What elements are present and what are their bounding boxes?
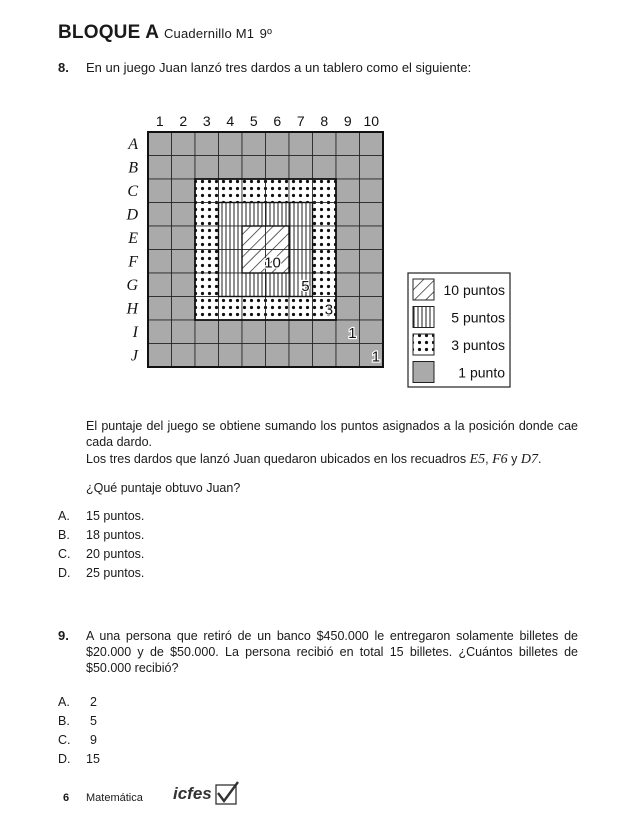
row-letter: A: [128, 135, 138, 153]
board-cell: [148, 344, 172, 368]
row-letter: D: [126, 206, 138, 224]
board-cell: [313, 273, 337, 297]
zone-value: 1: [371, 348, 381, 366]
separator: ,: [485, 452, 493, 466]
legend-swatch: [413, 279, 434, 300]
row-letter: H: [126, 300, 138, 318]
board-cell: [148, 132, 172, 156]
period: .: [538, 452, 542, 466]
legend-swatch: [413, 307, 434, 328]
darts-text: Los tres dardos que lanzó Juan quedaron ubicados en los recuadros: [86, 452, 470, 466]
board-cell: [266, 297, 290, 321]
board-cell: [219, 226, 243, 250]
board-cell: [360, 297, 384, 321]
option-d[interactable]: [58, 566, 258, 582]
option-text: 20 puntos.: [86, 547, 145, 561]
board-cell: [242, 320, 266, 344]
board-cell: [360, 203, 384, 227]
board-cell: [195, 203, 219, 227]
question-9-stem: A una persona que retiró de un banco $450.000 le entregaron solamente billetes de $20.000 y de $50.000. La persona recibió en total 15 billetes. ¿Cuántos billetes de $50.000 recibió?: [86, 629, 578, 675]
option-a[interactable]: [58, 509, 258, 525]
legend-label: 3 puntos: [451, 337, 505, 353]
board-cell: [313, 203, 337, 227]
cell-e5: E5: [469, 452, 486, 467]
column-number: 6: [273, 113, 282, 129]
page-header: [58, 22, 272, 44]
legend-label: 10 puntos: [443, 282, 505, 298]
legend-label: 1 punto: [458, 364, 505, 381]
zone-value: 10: [264, 254, 281, 272]
option-letter: C.: [58, 547, 71, 561]
option-d[interactable]: [58, 752, 258, 768]
board-cell: [219, 132, 243, 156]
board-cell: [195, 132, 219, 156]
board-cell: [336, 156, 360, 180]
option-letter: A.: [58, 509, 70, 523]
board-cell: [172, 226, 196, 250]
board-cell: [289, 344, 313, 368]
board-cell: [242, 156, 266, 180]
option-a[interactable]: [58, 695, 258, 711]
board-cell: [360, 132, 384, 156]
board-cell: [289, 203, 313, 227]
zone-value: 5: [301, 277, 310, 295]
option-letter: D.: [58, 566, 71, 580]
option-text: 15 puntos.: [86, 509, 145, 523]
board-cell: [266, 132, 290, 156]
board-cell: [148, 273, 172, 297]
option-letter: B.: [58, 714, 70, 728]
column-number: 10: [363, 113, 380, 129]
board-cell: [313, 156, 337, 180]
column-number: 2: [179, 113, 188, 129]
row-letter: J: [130, 347, 138, 365]
column-number: 1: [155, 113, 164, 129]
board-cell: [219, 297, 243, 321]
logo-wordmark: icfes: [173, 784, 212, 803]
board-cell: [266, 156, 290, 180]
option-c[interactable]: [58, 733, 258, 749]
board-cell: [172, 156, 196, 180]
row-letter: F: [128, 253, 138, 271]
board-cell: [336, 179, 360, 203]
board-cell: [313, 132, 337, 156]
zone-value: 3: [324, 301, 334, 319]
board-cell: [289, 250, 313, 274]
board-cell: [172, 320, 196, 344]
board-cell: [313, 320, 337, 344]
board-cell: [172, 203, 196, 227]
board-cell: [289, 132, 313, 156]
board-cell: [242, 203, 266, 227]
row-letter: G: [126, 276, 138, 294]
board-cell: [313, 344, 337, 368]
board-cell: [195, 250, 219, 274]
legend-label: 5 puntos: [451, 309, 505, 326]
board-cell: [219, 273, 243, 297]
board-cell: [336, 273, 360, 297]
column-number: 7: [296, 113, 305, 129]
column-number: 5: [249, 113, 258, 129]
board-cell: [266, 344, 290, 368]
board-cell: [336, 297, 360, 321]
option-letter: A.: [58, 695, 70, 709]
board-cell: [148, 297, 172, 321]
board-cell: [266, 179, 290, 203]
board-cell: [289, 156, 313, 180]
zone-value: 1: [348, 324, 357, 342]
row-letter: I: [132, 323, 138, 341]
board-cell: [219, 320, 243, 344]
option-letter: D.: [58, 752, 71, 766]
rule-paragraph: El puntaje del juego se obtiene sumando los puntos asignados a la posición donde cae cada dardo.: [86, 419, 578, 449]
option-c[interactable]: [58, 547, 258, 563]
board-cell: [148, 250, 172, 274]
cell-d7: D7: [520, 452, 538, 467]
board-cell: [289, 297, 313, 321]
board-cell: [242, 297, 266, 321]
board-cell: [148, 203, 172, 227]
board-cell: [219, 156, 243, 180]
question-8-stem: En un juego Juan lanzó tres dardos a un tablero como el siguiente:: [86, 60, 472, 75]
board-cell: [266, 226, 290, 250]
row-letter: C: [127, 182, 138, 200]
board-cell: [195, 226, 219, 250]
cell-f6: F6: [492, 452, 508, 467]
board-cell: [172, 250, 196, 274]
option-text: 18 puntos.: [86, 528, 145, 542]
row-letters: [125, 136, 139, 365]
board-cell: [172, 273, 196, 297]
board-cell: [360, 179, 384, 203]
grade-label: 9º: [259, 26, 273, 41]
icfes-logo: [172, 780, 242, 810]
board-cell: [360, 156, 384, 180]
board-cell: [195, 344, 219, 368]
board-cell: [242, 226, 266, 250]
board-cell: [360, 320, 384, 344]
question-8-number: 8.: [58, 60, 69, 75]
board-cell: [313, 226, 337, 250]
board-cell: [242, 273, 266, 297]
board-cell: [266, 203, 290, 227]
points-legend: [408, 273, 510, 387]
question-8-prompt: ¿Qué puntaje obtuvo Juan?: [86, 481, 241, 495]
row-letter: B: [128, 159, 138, 177]
board-cell: [313, 179, 337, 203]
board-cell: [336, 344, 360, 368]
column-number: 3: [202, 113, 211, 129]
block-title: BLOQUE A: [58, 22, 159, 43]
board-cell: [195, 156, 219, 180]
row-letter: E: [128, 229, 138, 247]
column-number: 4: [226, 113, 235, 129]
option-text: 9: [90, 733, 97, 747]
board-cell: [148, 320, 172, 344]
board-cell: [360, 250, 384, 274]
subject-label: Matemática: [86, 792, 143, 804]
column-numbers: [156, 113, 379, 129]
board-cell: [148, 226, 172, 250]
board-cell: [148, 179, 172, 203]
board-cell: [219, 179, 243, 203]
darts-paragraph: [86, 451, 578, 468]
board-cell: [219, 344, 243, 368]
board-cell: [195, 179, 219, 203]
board-cell: [195, 320, 219, 344]
board-cell: [242, 344, 266, 368]
board-cell: [219, 203, 243, 227]
board-cell: [266, 320, 290, 344]
legend-swatch: [413, 334, 434, 355]
board-cell: [336, 250, 360, 274]
page-number: 6: [63, 792, 70, 804]
board-cell: [195, 297, 219, 321]
board-cell: [172, 344, 196, 368]
booklet-label: Cuadernillo M1: [163, 26, 255, 41]
board-cell: [313, 250, 337, 274]
option-letter: B.: [58, 528, 70, 542]
separator: y: [507, 452, 521, 466]
board-cell: [289, 320, 313, 344]
board-cell: [172, 179, 196, 203]
board-cell: [360, 273, 384, 297]
board-cell: [242, 179, 266, 203]
board-cell: [242, 250, 266, 274]
board-cell: [336, 203, 360, 227]
option-b[interactable]: [58, 528, 258, 544]
board-cell: [242, 132, 266, 156]
board-cell: [195, 273, 219, 297]
board-cell: [219, 250, 243, 274]
board-cell: [148, 156, 172, 180]
column-number: 9: [343, 113, 352, 129]
legend-swatch: [413, 362, 434, 383]
option-text: 15: [86, 752, 100, 766]
board-cell: [360, 226, 384, 250]
option-letter: C.: [58, 733, 71, 747]
board-cell: [336, 226, 360, 250]
board-cell: [266, 273, 290, 297]
board-cell: [172, 132, 196, 156]
column-number: 8: [320, 113, 329, 129]
board-cell: [172, 297, 196, 321]
board-cell: [336, 132, 360, 156]
option-text: 25 puntos.: [86, 566, 145, 580]
option-text: 2: [90, 695, 97, 709]
option-b[interactable]: [58, 714, 258, 730]
option-text: 5: [90, 714, 97, 728]
board-cell: [289, 226, 313, 250]
dartboard-figure: [108, 108, 518, 398]
question-9-number: 9.: [58, 628, 69, 643]
board-cell: [289, 179, 313, 203]
